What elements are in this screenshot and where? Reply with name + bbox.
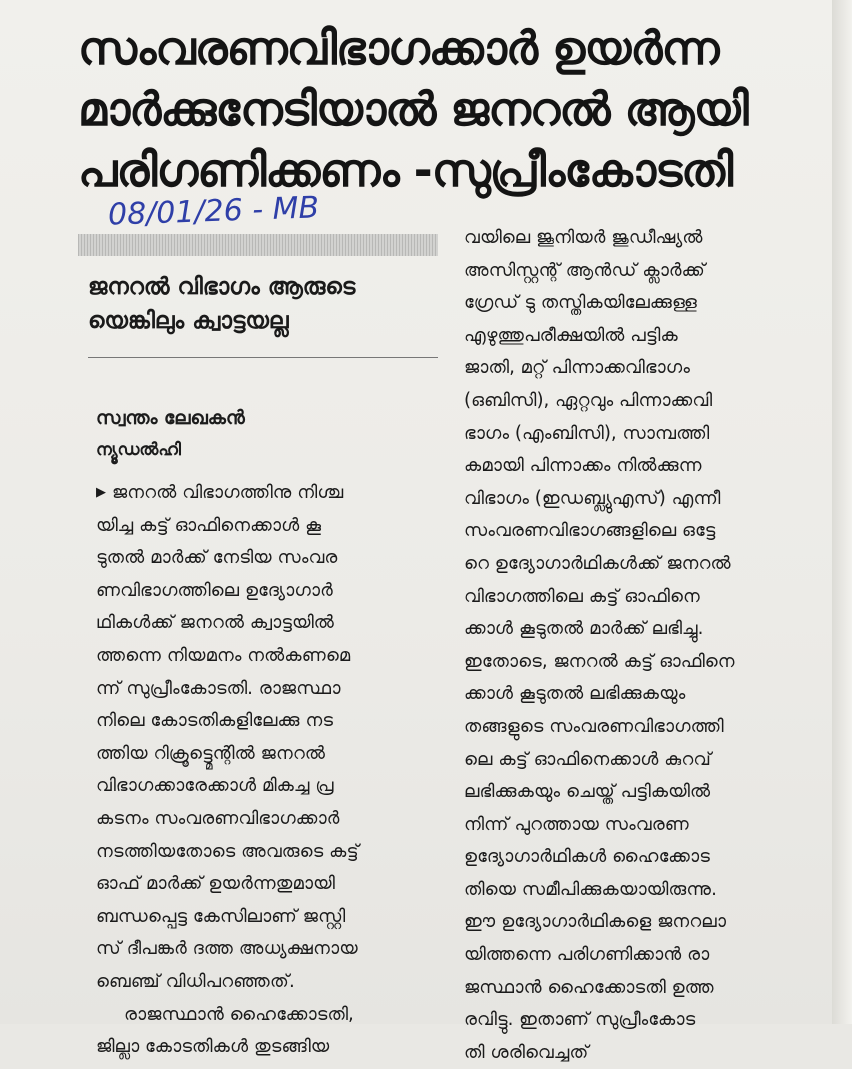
text-line: യിത്തന്നെ പരിഗണിക്കാൻ രാ (464, 944, 710, 966)
text-line: ഓഫ് മാർക്ക് ഉയർന്നതുമായി (96, 873, 335, 895)
text-line: നിന്ന് പുറത്തായ സംവരണ (464, 813, 689, 835)
text-line: യിച്ച കട്ട് ഓഫിനെക്കാൾ കൂ (96, 514, 322, 536)
text-line: ക്കാൾ കൂടുതൽ ലഭിക്കുകയും (464, 683, 686, 705)
text-line: ഇതോടെ, ജനറൽ കട്ട് ഓഫിനെ (464, 650, 735, 672)
text-line: സ് ദീപങ്കർ ദത്ത അധ്യക്ഷനായ (96, 938, 358, 960)
text-line: ബെഞ്ച് വിധിപറഞ്ഞത്. (96, 970, 295, 992)
text-line: ഭാഗം (എംബിസി), സാമ്പത്തി (464, 422, 710, 444)
text-line: ക്കാൾ കൂടുതൽ മാർക്ക് ലഭിച്ചു. (464, 618, 704, 640)
dateline: ന്യൂഡൽഹി (96, 440, 181, 460)
subheading-divider (88, 357, 438, 358)
text-line: ജസ്ഥാൻ ഹൈക്കോടതി ഉത്ത (464, 976, 714, 998)
headline-line: മാർക്കുനേടിയാൽ ജനറൽ ആയി (78, 82, 748, 136)
bullet-arrow-icon: ▶ (96, 485, 106, 500)
right-text-column (464, 222, 816, 1069)
text-line: ഈ ഉദ്യോഗാർഥികളെ ജനറലാ (464, 911, 727, 933)
text-line: ഉദ്യോഗാർഥികൾ ഹൈക്കോട (464, 846, 710, 868)
text-line: വയിലെ ജൂനിയർ ജുഡീഷ്യൽ (464, 227, 703, 248)
text-line: അസിസ്റ്റന്റ് ആൻഡ് ക്ലാർക്ക് (464, 259, 706, 281)
text-line: ടുതൽ മാർക്ക് നേടിയ സംവര (96, 547, 338, 569)
text-line: ത്തിയ റിക്രൂട്ട്മെന്റിൽ ജനറൽ (96, 742, 326, 764)
article-subheading (88, 270, 438, 338)
byline: സ്വന്തം ലേഖകൻ (96, 407, 245, 429)
text-line: (ഒബിസി), ഏറ്റവും പിന്നാക്കവി (464, 389, 713, 411)
text-line: നടത്തിയതോടെ അവരുടെ കട്ട് (96, 840, 359, 862)
text-line: ണവിഭാഗത്തിലെ ഉദ്യോഗാർ (96, 579, 333, 601)
subheading-line: യെങ്കിലും ക്വാട്ടയല്ല (88, 308, 289, 334)
subheading-line: ജനറൽ വിഭാഗം ആരുടെ (88, 274, 356, 300)
handwritten-date-note: 08/01/26 - MB (107, 190, 320, 233)
headline-line: പരിഗണിക്കണം -സുപ്രീംകോടതി (78, 143, 733, 197)
text-line: രാജസ്ഥാൻ ഹൈക്കോടതി, (124, 1003, 354, 1025)
text-line: എഴുത്തുപരീക്ഷയിൽ പട്ടിക (464, 324, 678, 346)
text-line: വിഭാഗത്തിലെ കട്ട് ഓഫിനെ (464, 585, 700, 607)
text-line: വിഭാഗം (ഇഡബ്ല്യുഎസ്) എന്നീ (464, 487, 721, 509)
headline-line: സംവരണവിഭാഗക്കാർ ഉയർന്ന (78, 21, 719, 75)
text-line: തങ്ങളുടെ സംവരണവിഭാഗത്തി (464, 715, 724, 737)
text-line: കമായി പിന്നാക്കം നിൽക്കുന്ന (464, 455, 702, 477)
text-line: സംവരണവിഭാഗങ്ങളിലെ ഒട്ടേ (464, 520, 716, 542)
article-headline (78, 18, 828, 201)
text-line: ഥികൾക്ക് ജനറൽ ക്വാട്ടയിൽ (96, 612, 335, 634)
text-line: ത്തന്നെ നിയമനം നൽകണമെ (96, 644, 351, 666)
text-line: ബന്ധപ്പെട്ട കേസിലാണ് ജസ്റ്റി (96, 905, 346, 927)
text-line: ▶ ജനറൽ വിഭാഗത്തിനു നിശ്ച (96, 482, 344, 503)
text-line: ലഭിക്കുകയും ചെയ്ത് പട്ടികയിൽ (464, 781, 711, 803)
text-line: തിയെ സമീപിക്കുകയായിരുന്നു. (464, 878, 717, 900)
text-line: ഗ്രേഡ് ടു തസ്തികയിലേക്കുള്ള (464, 292, 698, 314)
text-line: ജില്ലാ കോടതികൾ തുടങ്ങിയ (96, 1036, 330, 1058)
page-fold-edge (832, 0, 852, 1024)
text-line: ജാതി, മറ്റ് പിന്നാക്കവിഭാഗം (464, 357, 690, 379)
text-line: തി ശരിവെച്ചത് (464, 1041, 589, 1063)
text-line: റെ ഉദ്യോഗാർഥികൾക്ക് ജനറൽ (464, 552, 731, 574)
text-line: വിഭാഗക്കാരേക്കാൾ മികച്ച പ്ര (96, 775, 334, 797)
text-line: കടനം സംവരണവിഭാഗക്കാർ (96, 807, 340, 829)
left-text-column (96, 477, 441, 1064)
text-line: ന്ന് സുപ്രീംകോടതി. രാജസ്ഥാ (96, 677, 341, 699)
text-line: ലെ കട്ട് ഓഫിനെക്കാൾ കുറവ് (464, 748, 712, 770)
text-line: രവിട്ടു. ഇതാണ് സുപ്രീംകോട (464, 1009, 696, 1031)
decorative-rule-band (78, 234, 438, 256)
text-line: നിലെ കോടതികളിലേക്കു നട (96, 710, 334, 732)
